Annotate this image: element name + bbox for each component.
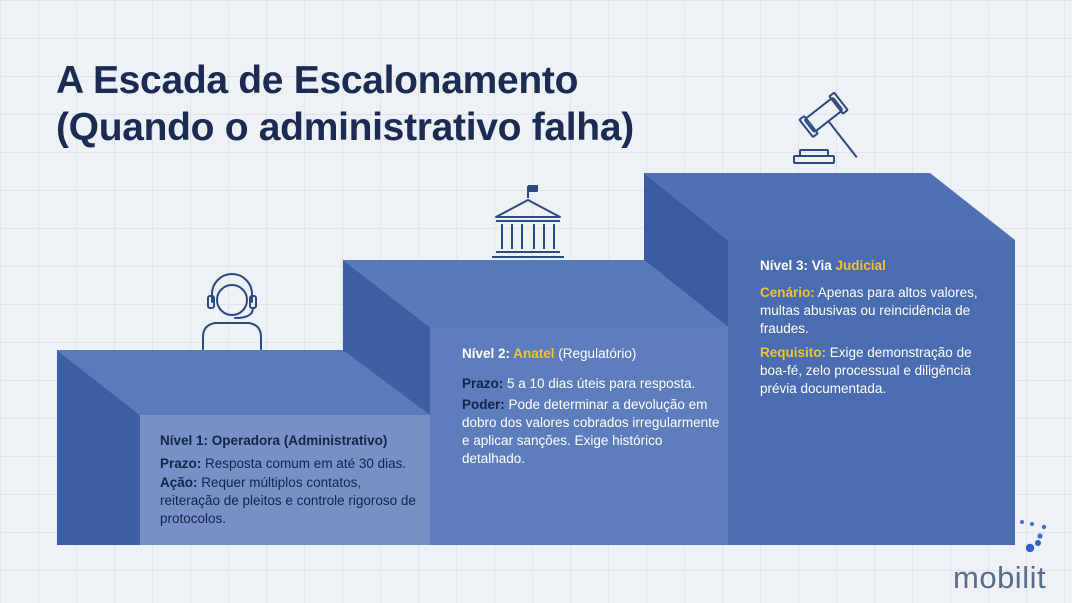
level-3-scenario-label: Cenário: bbox=[760, 284, 815, 300]
level-2-panel bbox=[462, 345, 720, 474]
level-1-action-label: Ação: bbox=[160, 474, 198, 490]
level-3-heading bbox=[760, 257, 992, 275]
level-3-panel bbox=[760, 257, 992, 404]
title-line-1: A Escada de Escalonamento bbox=[56, 59, 579, 102]
government-building-icon bbox=[492, 186, 564, 257]
level-2-item-power bbox=[462, 396, 720, 468]
level-2-suffix: (Regulatório) bbox=[554, 346, 637, 361]
level-1-label: Nível 1: bbox=[160, 433, 212, 448]
level-1-item-action bbox=[160, 474, 422, 528]
level-3-item-scenario bbox=[760, 284, 992, 338]
level-1-deadline-label: Prazo: bbox=[160, 455, 202, 471]
level-1-action-text: Requer múltiplos contatos, reiteração de pleitos e controle rigoroso de protocolos. bbox=[160, 474, 416, 526]
level-2-power-text: Pode determinar a devolução em dobro dos valores cobrados irregularmente e aplicar sanções. Exige histórico detalhado. bbox=[462, 396, 720, 466]
level-1-item-deadline bbox=[160, 455, 422, 473]
level-2-item-deadline bbox=[462, 375, 720, 393]
level-3-scenario-text: Apenas para altos valores, multas abusivas ou reincidência de fraudes. bbox=[760, 284, 978, 336]
level-3-name: Judicial bbox=[835, 258, 886, 273]
level-1-suffix: (Administrativo) bbox=[280, 433, 388, 448]
level-2-heading bbox=[462, 345, 720, 363]
level-1-deadline-text: Resposta comum em até 30 dias. bbox=[201, 455, 407, 471]
logo-dots-icon bbox=[1018, 518, 1058, 562]
level-3-requirement-text: Exige demonstração de boa-fé, zelo processual e diligência prévia documentada. bbox=[760, 344, 972, 396]
level-3-label: Nível 3: Via bbox=[760, 258, 836, 273]
title-line-2: (Quando o administrativo falha) bbox=[56, 105, 634, 149]
level-1-panel bbox=[160, 432, 422, 534]
level-2-deadline-label: Prazo: bbox=[462, 375, 504, 391]
level-1-name: Operadora bbox=[211, 433, 281, 448]
level-2-label: Nível 2: bbox=[462, 346, 514, 361]
level-2-name: Anatel bbox=[513, 346, 555, 361]
gavel-icon bbox=[794, 93, 874, 171]
level-3-requirement-label: Requisito: bbox=[760, 344, 826, 360]
level-2-power-label: Poder: bbox=[462, 396, 505, 412]
level-2-deadline-text: 5 a 10 dias úteis para resposta. bbox=[503, 375, 696, 391]
headset-agent-icon bbox=[203, 274, 261, 349]
level-1-heading bbox=[160, 432, 422, 450]
mobilit-logo: mobilit bbox=[953, 560, 1047, 595]
level-3-item-requirement bbox=[760, 344, 992, 398]
